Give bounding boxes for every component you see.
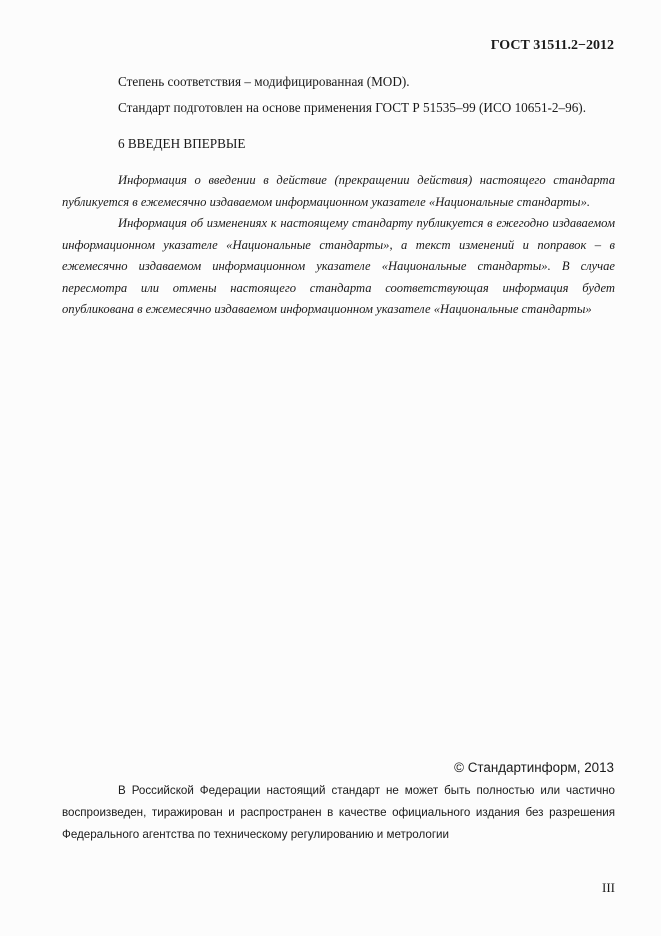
text-line: Информация об изменениях к настоящему стандарту публикуется в ежегодно издаваемом xyxy=(118,216,615,230)
text-line: опубликована в ежемесячно издаваемом информационном указателе «Национальные стандарты» xyxy=(62,302,592,316)
text-line: Федерального агентства по техническому регулированию и метрологии xyxy=(62,828,450,841)
text-line: публикуется в ежемесячно издаваемом информационном указателе «Национальные стандарты». xyxy=(62,195,591,209)
document-header-standard-number: ГОСТ 31511.2−2012 xyxy=(490,38,614,53)
page-number: III xyxy=(602,880,615,895)
text-line: ежемесячно издаваемом информационном указателе «Национальные стандарты». В случае xyxy=(62,259,615,273)
section-6-heading: 6 ВВЕДЕН ВПЕРВЫЕ xyxy=(118,136,246,151)
text-line: информационном указателе «Национальные стандарты», а текст изменений и поправок – в xyxy=(62,238,615,252)
standard-basis: Стандарт подготовлен на основе применения ГОСТ Р 51535–99 (ИСО 10651-2–96). xyxy=(118,100,586,115)
text-line: пересмотра или отмены настоящего стандарта соответствующая информация будет xyxy=(62,281,615,295)
text-line: воспроизведен, тиражирован и распространен в качестве официального издания без разрешения xyxy=(62,806,615,819)
text-line: Информация о введении в действие (прекращении действия) настоящего стандарта xyxy=(118,173,615,187)
conformity-degree: Степень соответствия – модифицированная (MOD). xyxy=(118,74,410,89)
text-line: В Российской Федерации настоящий стандарт не может быть полностью или частично xyxy=(118,784,615,797)
copyright-notice: © Стандартинформ, 2013 xyxy=(454,760,614,775)
